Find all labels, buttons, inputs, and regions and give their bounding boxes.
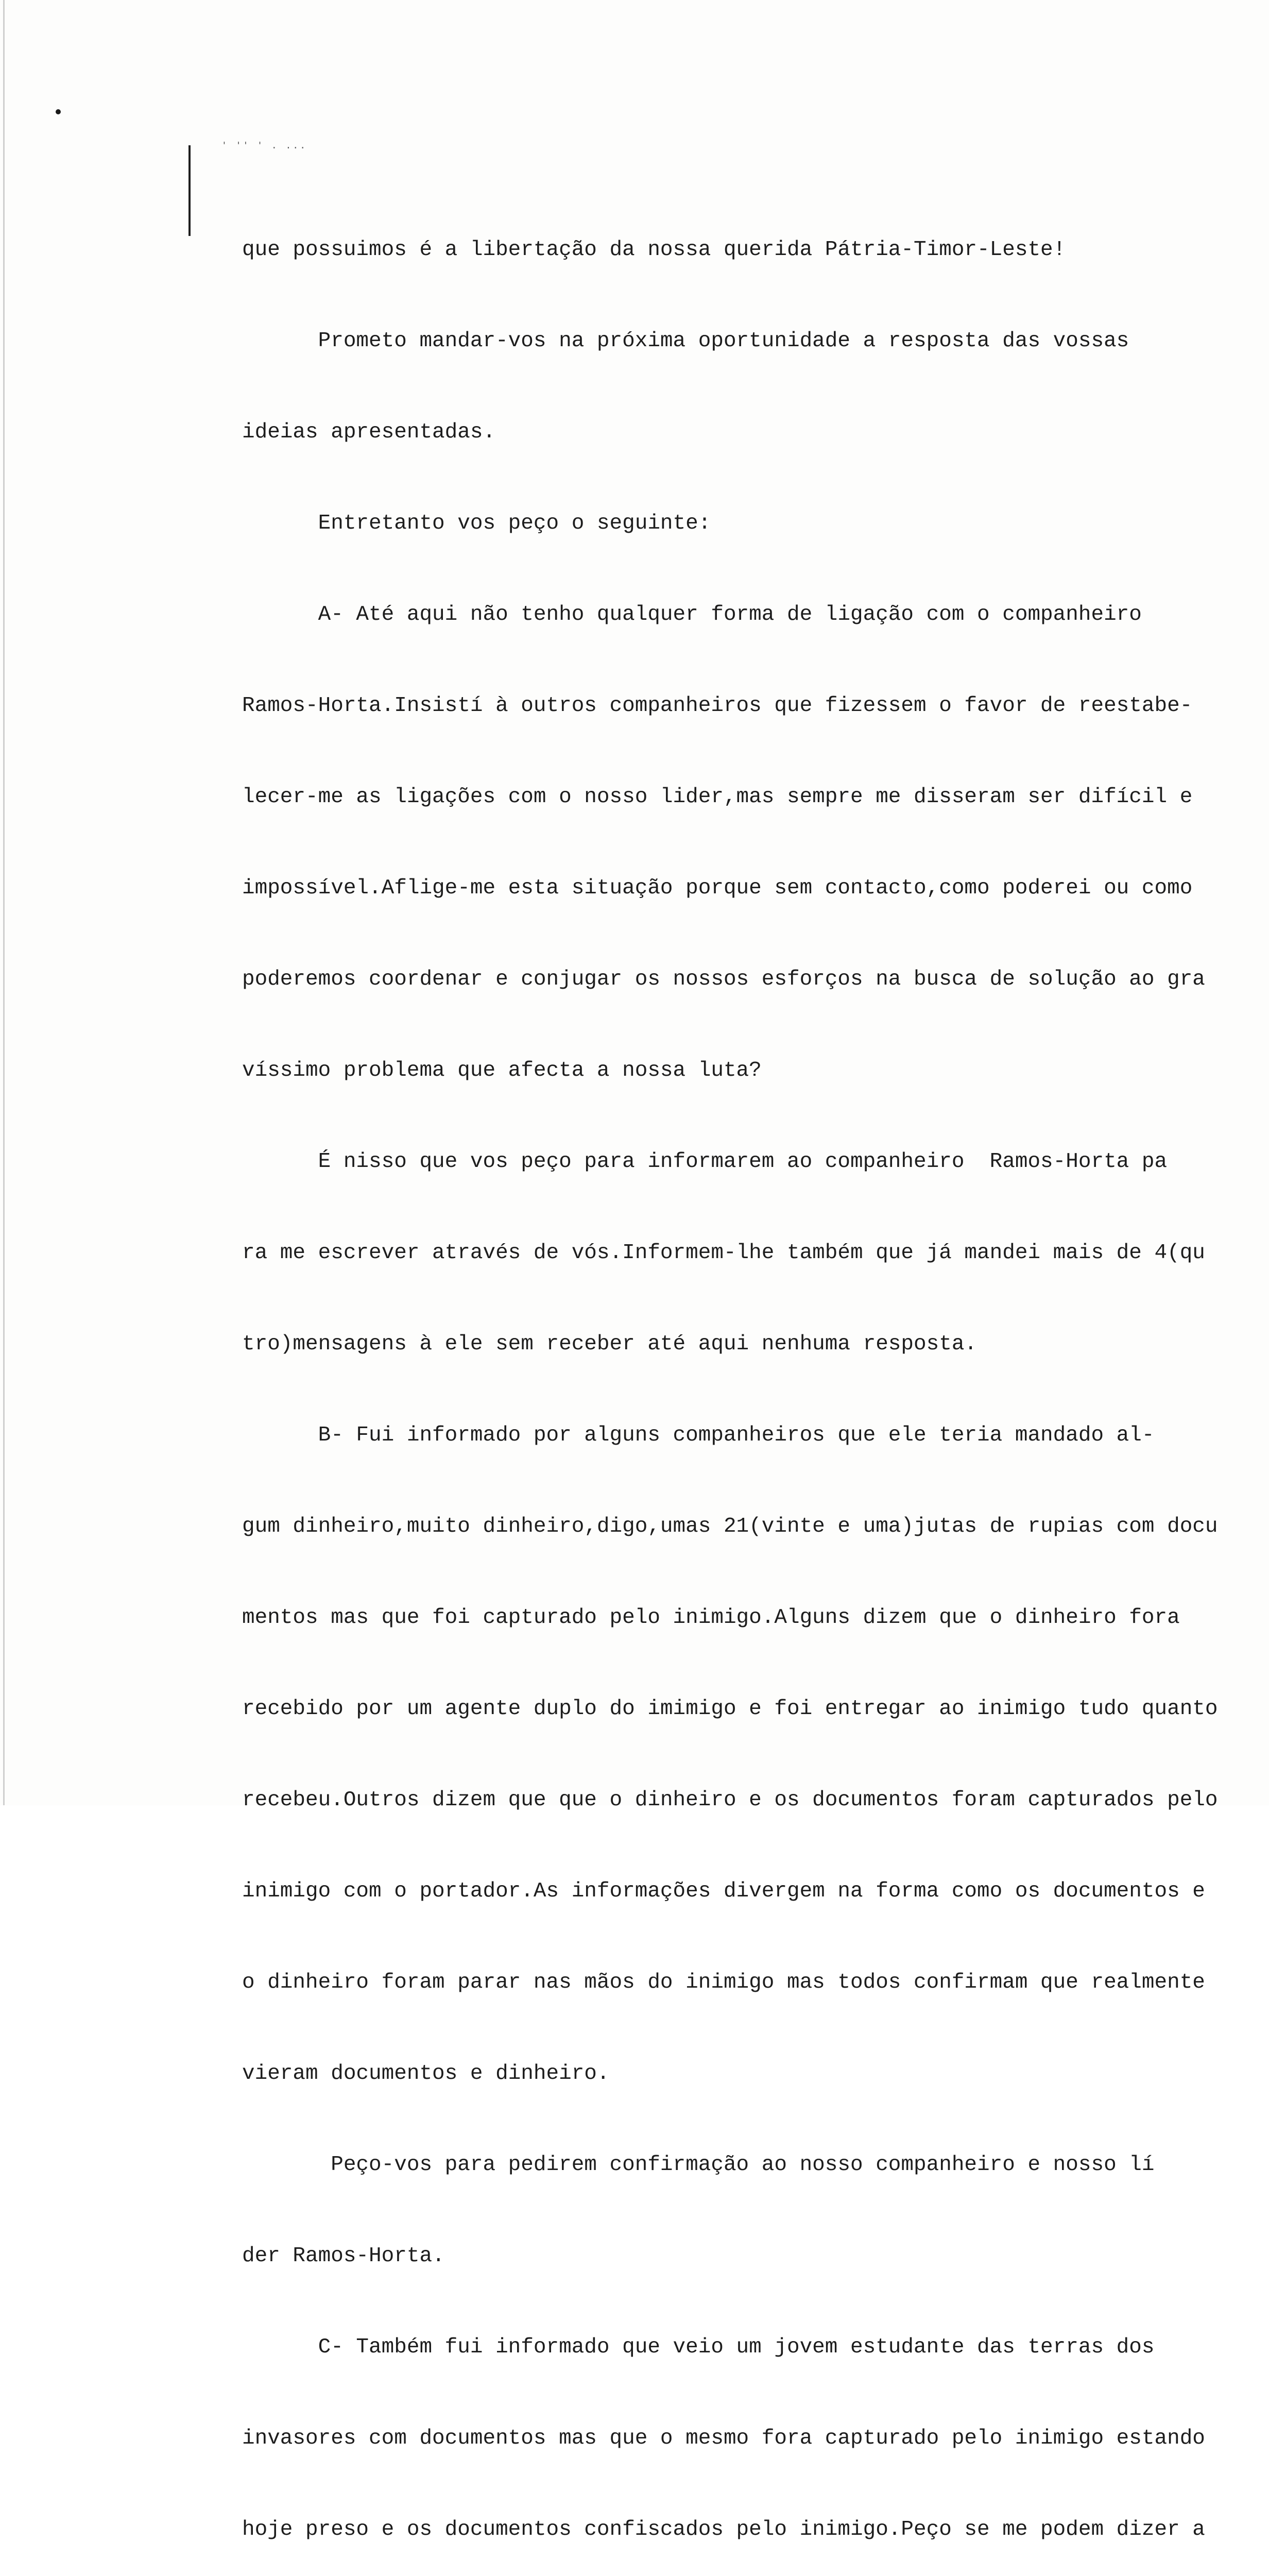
header-marks: ' '' ' . ... [221,140,307,151]
letter-line: Prometo mandar-vos na próxima oportunidade a resposta das vossas [242,329,1129,353]
letter-line: o dinheiro foram parar nas mãos do inimigo mas todos confirmam que realmente [242,1971,1205,1994]
letter-line: recebido por um agente duplo do imimigo e foi entregar ao inimigo tudo quanto [242,1697,1218,1721]
letter-line: A- Até aqui não tenho qualquer forma de ligação com o companheiro [242,603,1142,626]
letter-line: invasores com documentos mas que o mesmo fora capturado pelo inimigo estando [242,2427,1205,2450]
letter-line: ra me escrever através de vós.Informem-lhe também que já mandei mais de 4(qu [242,1241,1205,1265]
letter-line: B- Fui informado por alguns companheiros que ele teria mandado al- [242,1423,1155,1447]
letter-line: É nisso que vos peço para informarem ao companheiro Ramos-Horta pa [242,1150,1168,1174]
letter-line: Peço-vos para pedirem confirmação ao nosso companheiro e nosso lí [242,2153,1155,2177]
scan-edge-line [3,0,5,1805]
letter-line: vieram documentos e dinheiro. [242,2062,610,2086]
letter-line: lecer-me as ligações com o nosso lider,mas sempre me disseram ser difícil e [242,785,1193,809]
letter-line: ideias apresentadas. [242,420,496,444]
letter-line: C- Também fui informado que veio um jovem estudante das terras dos [242,2335,1155,2359]
letter-line: recebeu.Outros dizem que que o dinheiro e os documentos foram capturados pelo [242,1788,1218,1812]
letter-line: mentos mas que foi capturado pelo inimigo.Alguns dizem que o dinheiro fora [242,1606,1180,1630]
punch-hole-mark [56,109,61,114]
letter-line: der Ramos-Horta. [242,2244,445,2268]
letter-line: Entretanto vos peço o seguinte: [242,512,711,535]
letter-line: víssimo problema que afecta a nossa luta? [242,1059,762,1082]
letter-line: impossível.Aflige-me esta situação porque sem contacto,como poderei ou como [242,876,1193,900]
letter-line: poderemos coordenar e conjugar os nossos esforços na busca de solução ao gra [242,968,1205,991]
margin-bar [188,145,191,236]
letter-line: inimigo com o portador.As informações divergem na forma como os documentos e [242,1879,1205,1903]
letter-line: Ramos-Horta.Insistí à outros companheiros que fizessem o favor de reestabe- [242,694,1193,718]
letter-line: que possuimos é a libertação da nossa querida Pátria-Timor-Leste! [242,238,1066,262]
letter-line: gum dinheiro,muito dinheiro,digo,umas 21(vinte e uma)jutas de rupias com docu [242,1515,1218,1538]
letter-body [242,174,1251,2576]
letter-line: tro)mensagens à ele sem receber até aqui nenhuma resposta. [242,1332,978,1356]
letter-line: hoje preso e os documentos confiscados pelo inimigo.Peço se me podem dizer a [242,2518,1205,2541]
